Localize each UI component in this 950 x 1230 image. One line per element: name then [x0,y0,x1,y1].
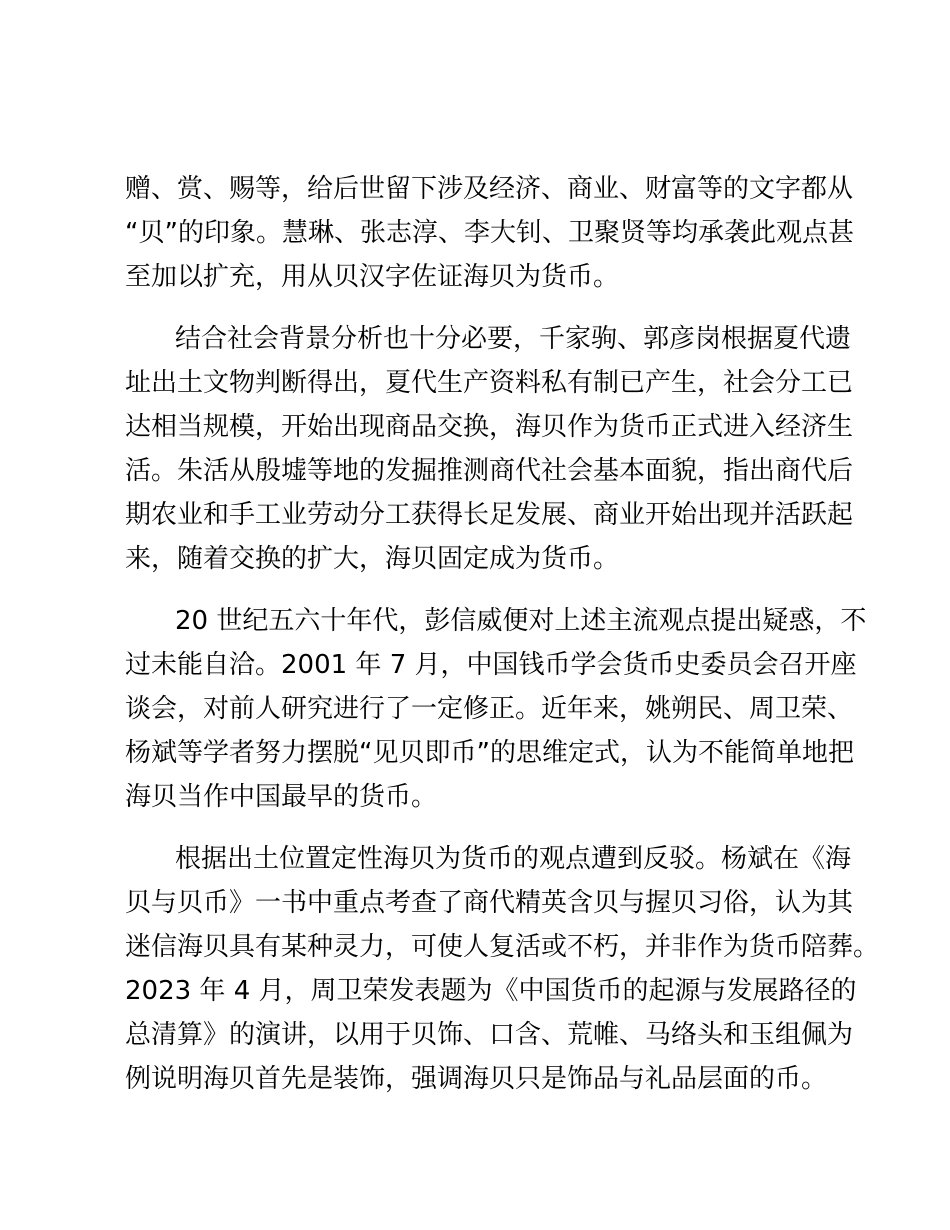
text-line: 根据出土位置定性海贝为货币的观点遭到反驳。杨斌在《海 [175,844,852,874]
text-line: 过未能自洽。2001 年 7 月，中国钱币学会货币史委员会召开座 [125,650,857,680]
text-line: 2023 年 4 月，周卫荣发表题为《中国货币的起源与发展路径的 [125,976,857,1006]
text-line: 至加以扩充，用从贝汉字佐证海贝为货币。 [125,262,620,292]
text-line: 例说明海贝首先是装饰，强调海贝只是饰品与礼品层面的币。 [125,1064,828,1094]
text-line: 达相当规模，开始出现商品交换，海贝作为货币正式进入经济生 [125,412,854,442]
document-body [125,167,880,1119]
text-line: 活。朱活从殷墟等地的发掘推测商代社会基本面貌，指出商代后 [125,456,854,486]
text-line: 杨斌等学者努力摆脱“见贝即币”的思维定式，认为不能简单地把 [125,738,854,768]
text-line: 总清算》的演讲，以用于贝饰、口含、荒帷、马络头和玉组佩为 [125,1020,854,1050]
text-line: 结合社会背景分析也十分必要，千家驹、郭彦岗根据夏代遗 [175,324,852,354]
text-line: 期农业和手工业劳动分工获得长足发展、商业开始出现并活跃起 [125,500,854,530]
text-line: 赠、赏、赐等，给后世留下涉及经济、商业、财富等的文字都从 [125,174,854,204]
text-line: 贝与贝币》一书中重点考查了商代精英含贝与握贝习俗，认为其 [125,888,854,918]
text-line: 海贝当作中国最早的货币。 [125,782,438,812]
text-line: 20 世纪五六十年代，彭信威便对上述主流观点提出疑惑，不 [175,606,867,636]
paragraph-4 [125,837,880,1101]
text-line: “贝”的印象。慧琳、张志淳、李大钊、卫聚贤等均承袭此观点甚 [125,218,854,248]
paragraph-3 [125,599,867,819]
paragraph-1 [125,167,854,299]
text-line: 址出土文物判断得出，夏代生产资料私有制已产生，社会分工已 [125,368,854,398]
paragraph-2 [125,317,854,581]
text-line: 来，随着交换的扩大，海贝固定成为货币。 [125,544,620,574]
text-line: 迷信海贝具有某种灵力，可使人复活或不朽，并非作为货币陪葬。 [125,932,880,962]
text-line: 谈会，对前人研究进行了一定修正。近年来，姚朔民、周卫荣、 [125,694,854,724]
